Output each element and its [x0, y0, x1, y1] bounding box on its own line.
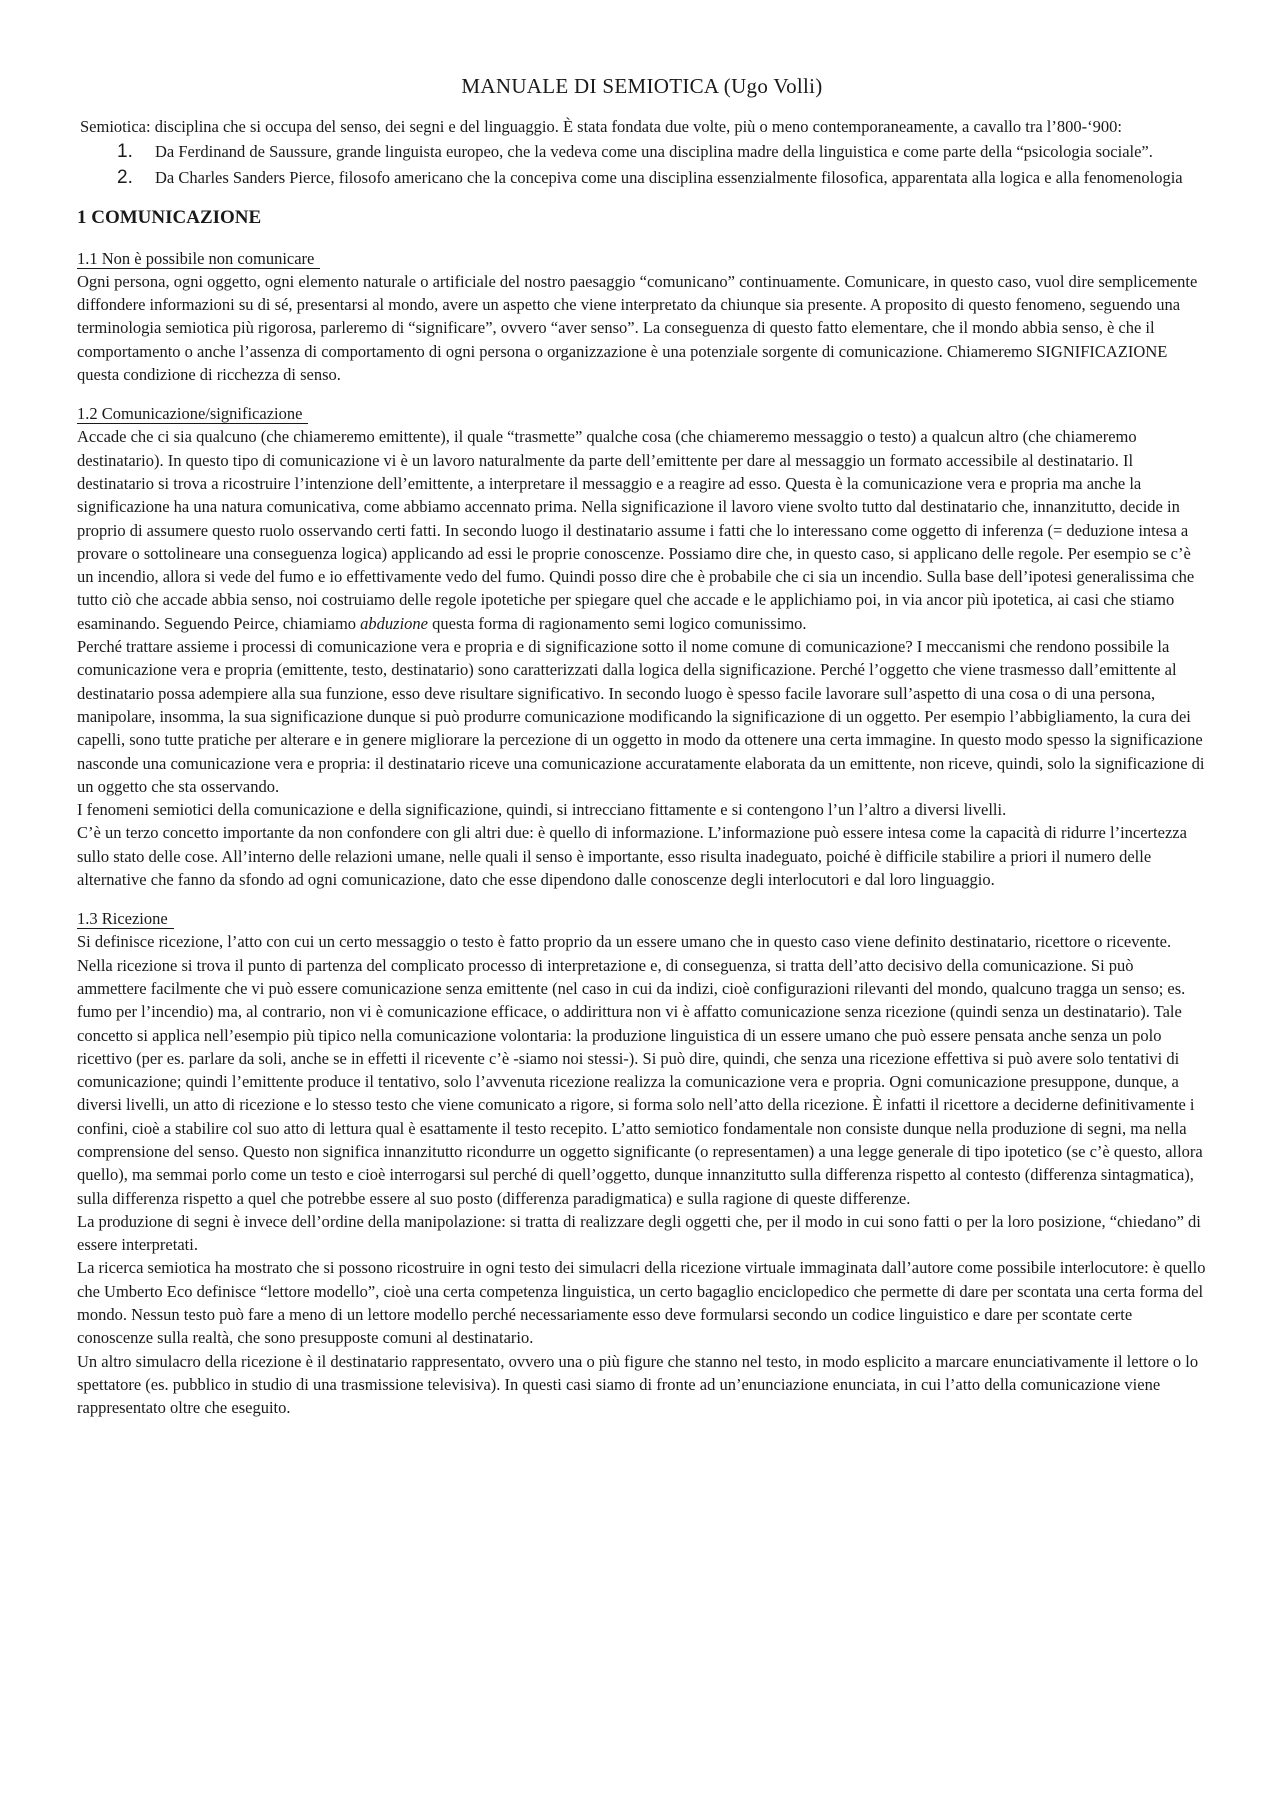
paragraph: Un altro simulacro della ricezione è il destinatario rappresentato, ovvero una o più figure che stanno nel testo, in modo esplicito a marcare enunciativamente il lettore o lo spettatore (es. pubblico in studio di una trasmissione televisiva). In questi casi siamo di fronte ad un’enunciazione enunciata, in cui l’atto della comunicazione viene rappresentato oltre che eseguito.	[77, 1351, 1199, 1418]
emphasis-term: abduzione	[360, 613, 429, 633]
subsection-title: 1.3 Ricezione	[77, 909, 174, 929]
paragraph-text: Accade che ci sia qualcuno (che chiameremo emittente), il quale “trasmette” qualche cosa (che chiameremo messaggio o testo) a qualcun altro (che chiameremo destinatario). In questo tipo di comunicazione vi è un lavoro naturalmente da parte dell’emittente per dare al messaggio un formato accessibile al destinatario. Il destinatario si trova a ricostruire l’intenzione dell’emittente, a interpretare il messaggio e a reagire ad esso. Questa è la comunicazione vera e propria ma anche la significazione ha una natura comunicativa, come abbiamo accennato prima. Nella significazione il lavoro viene svolto tutto dal destinatario che, innanzitutto, decide in proprio di assumere questo ruolo osservando certi fatti. In secondo luogo il destinatario assume i fatti che lo interessano come oggetto di inferenza (= deduzione intesa a provare o sottolineare una conseguenza logica) applicando ad essi le proprie conoscenze. Possiamo dire che, in questo caso, si applicano delle regole. Per esempio se c’è un incendio, allora si vede del fumo e io effettivamente vedo del fumo. Quindi posso dire che è probabile che ci sia un incendio. Sulla base dell’ipotesi generalissima che tutto ciò che accade abbia senso, noi costruiamo delle regole ipotetiche per spiegare quel che accade e le applichiamo poi, in via ancor più ipotetica, ai casi che stiamo esaminando. Seguendo Peirce, chiamiamo	[77, 427, 1195, 633]
paragraph: Perché trattare assieme i processi di comunicazione vera e propria e di significazione sotto il nome comune di comunicazione? I meccanismi che rendono possibile la comunicazione vera e propria (emittente, testo, destinatario) sono caratterizzati dalla logica della significazione. Perché l’oggetto che viene trasmesso dall’emittente al destinatario possa adempiere alla sua funzione, esso deve risultare significativo. In secondo luogo è spesso facile lavorare sull’aspetto di una cosa o di una persona, manipolare, insomma, la sua significazione dunque si può produrre comunicazione modificando la significazione di un oggetto. Per esempio l’abbigliamento, la cura dei capelli, sono tutte pratiche per alterare e in genere migliorare la percezione di un oggetto in modo da ottenere una certa immagine. In questo modo spesso la significazione nasconde una comunicazione vera e propria: il destinatario riceve una comunicazione accuratamente elaborata da un emittente, non riceve, quindi, solo la significazione di un oggetto che sta osservando.	[77, 637, 1205, 796]
subsection-heading-1-1	[77, 247, 1207, 270]
subsection-heading-1-2	[77, 402, 1207, 425]
list-number: 1.	[117, 141, 133, 163]
document-title: MANUALE DI SEMIOTICA (Ugo Volli)	[461, 74, 823, 98]
paragraph: La ricerca semiotica ha mostrato che si possono ricostruire in ogni testo dei simulacri della ricezione virtuale immaginata dall’autore come possibile interlocutore: è quello che Umberto Eco definisce “lettore modello”, cioè una certa competenza linguistica, un certo bagaglio enciclopedico che permette di dare per scontata una certa forma del mondo. Nessun testo può fare a meno di un lettore modello perché necessariamente esso deve formularsi secondo un codice linguistico e dare per scontate certe conoscenze sulla realtà, che sono presupposte comuni al destinatario.	[77, 1258, 1206, 1348]
list-item	[77, 166, 1207, 189]
list-item-text: Da Charles Sanders Pierce, filosofo americano che la concepiva come una disciplina essenzialmente filosofica, apparentata alla logica e alla fenomenologia	[155, 167, 1183, 187]
intro-paragraph: Semiotica: disciplina che si occupa del senso, dei segni e del linguaggio. È stata fondata due volte, più o meno contemporaneamente, a cavallo tra l’800-‘900:	[80, 117, 1122, 136]
paragraph: Si definisce ricezione, l’atto con cui un certo messaggio o testo è fatto proprio da un essere umano che in questo caso viene definito destinatario, ricettore o ricevente. Nella ricezione si trova il punto di partenza del complicato processo di interpretazione e, di conseguenza, si tratta dell’atto decisivo della comunicazione. Si può ammettere facilmente che vi può essere comunicazione senza emittente (nel caso in cui da indizi, cioè configurazioni rilevanti del mondo, qualcuno tragga un senso; es. fumo per l’incendio) ma, al contrario, non vi è comunicazione efficace, o addirittura non vi è affatto comunicazione senza ricezione (quindi senza un destinatario). Tale concetto si applica nell’esempio più tipico nella comunicazione volontaria: la produzione linguistica di un essere umano che può essere pensata anche senza un polo ricettivo (per es. parlare da soli, anche se in effetti il ricevente c’è -siamo noi stessi-). Si può dire, quindi, che senza una ricezione effettiva si può avere solo tentativi di comunicazione; quindi l’emittente produce il tentativo, solo l’avvenuta ricezione realizza la comunicazione vera e propria. Ogni comunicazione presuppone, dunque, a diversi livelli, un atto di ricezione e lo stesso testo che viene comunicato a rigore, si forma solo nell’atto della ricezione. È infatti il ricettore a deciderne definitivamente i confini, cioè a stabilire col suo atto di lettura qual è esattamente il testo recepito. L’atto semiotico fondamentale non consiste dunque nella produzione di segni, ma nella comprensione del senso. Questo non significa innanzitutto ricondurre un oggetto significante (o representamen) a una legge generale di tipo ipotetico (se c’è questo, allora quello), ma semmai porlo come un testo e cioè interrogarsi sul perché di quell’oggetto, dunque innanzitutto sulla differenza rispetto al contesto (differenza sintagmatica), sulla differenza rispetto a quel che potrebbe essere al suo posto (differenza paradigmatica) e sulla ragione di queste differenze.	[77, 932, 1203, 1208]
list-item-text: Da Ferdinand de Saussure, grande linguista europeo, che la vedeva come una disciplina madre della linguistica e come parte della “psicologia sociale”.	[155, 142, 1153, 162]
paragraph	[77, 425, 1207, 635]
subsection-heading-1-3	[77, 907, 1207, 930]
list-item	[77, 140, 1207, 163]
paragraph-text: questa forma di ragionamento semi logico comunissimo.	[428, 613, 807, 633]
paragraph: Ogni persona, ogni oggetto, ogni elemento naturale o artificiale del nostro paesaggio “comunicano” continuamente. Comunicare, in questo caso, vuol dire semplicemente diffondere informazioni su di sé, presentarsi al mondo, avere un aspetto che viene interpretato da chiunque sia presente. A proposito di questo fenomeno, seguendo una terminologia semiotica più rigorosa, parleremo di “significare”, ovvero “aver senso”. La conseguenza di questo fatto elementare, che il mondo abbia senso, è che il comportamento o anche l’assenza di comportamento di ogni persona o organizzazione è una potenziale sorgente di comunicazione. Chiameremo SIGNIFICAZIONE questa condizione di ricchezza di senso.	[77, 271, 1198, 385]
section-heading-comunicazione: 1 COMUNICAZIONE	[77, 206, 262, 228]
list-number: 2.	[117, 166, 133, 188]
document-page	[77, 74, 1207, 1420]
paragraph: I fenomeni semiotici della comunicazione e della significazione, quindi, si intrecciano fittamente e si contengono l’un l’altro a diversi livelli.	[77, 800, 1007, 820]
founders-list	[77, 140, 1207, 189]
paragraph: C’è un terzo concetto importante da non confondere con gli altri due: è quello di informazione. L’informazione può essere intesa come la capacità di ridurre l’incertezza sullo stato delle cose. All’interno delle relazioni umane, nelle quali il senso è importante, esso risulta inadeguato, poiché è difficile stabilire a priori il numero delle alternative che fanno da sfondo ad ogni comunicazione, dato che esse dipendono dalle conoscenze degli interlocutori e dal loro linguaggio.	[77, 823, 1187, 890]
subsection-title: 1.2 Comunicazione/significazione	[77, 404, 308, 424]
subsection-title: 1.1 Non è possibile non comunicare	[77, 249, 320, 269]
paragraph: La produzione di segni è invece dell’ordine della manipolazione: si tratta di realizzare degli oggetti che, per il modo in cui sono fatti o per la loro posizione, “chiedano” di essere interpretati.	[77, 1211, 1201, 1255]
